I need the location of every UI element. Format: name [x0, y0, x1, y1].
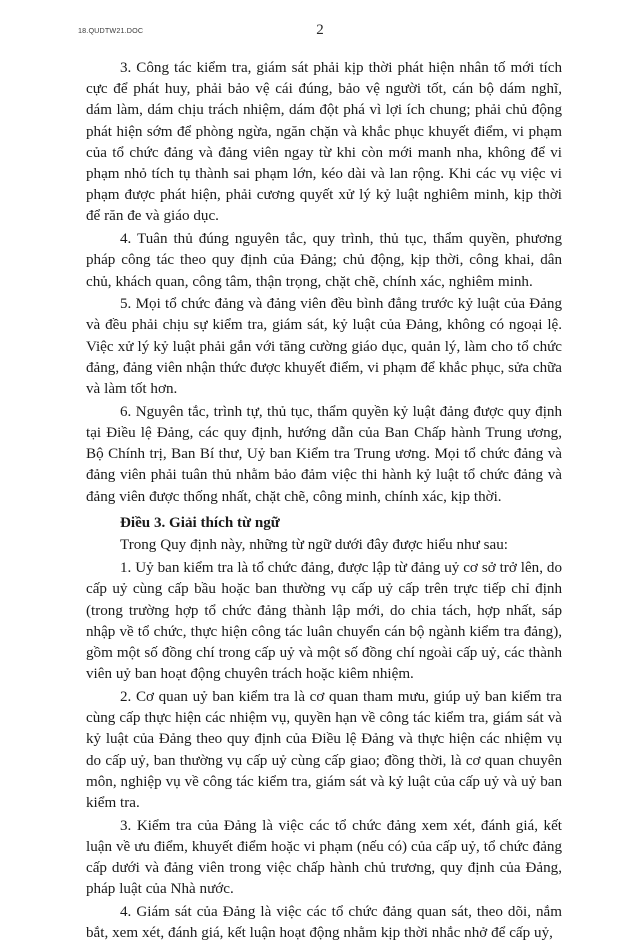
article-3-item-2: 2. Cơ quan uỷ ban kiểm tra là cơ quan tham mưu, giúp uỷ ban kiểm tra cùng cấp thực hiện các nhiệm vụ, quyền hạn về công tác kiểm tra, giám sát và kỷ luật của Đảng theo quy định của Điều lệ Đảng và thực hiện các nhiệm vụ do cấp uỷ, ban thường vụ cấp uỷ cùng cấp giao; đồng thời, là cơ quan chuyên môn, nghiệp vụ về công tác kiểm tra, giám sát và kỷ luật của cấp uỷ và uỷ ban kiểm tra. — [86, 688, 562, 811]
page-number: 2 — [316, 22, 324, 38]
paragraph-4: 4. Tuân thủ đúng nguyên tắc, quy trình, thủ tục, thẩm quyền, phương pháp công tác theo quy định của Đảng; chủ động, kịp thời, công khai, dân chủ, khách quan, công tâm, thận trọng, chặt chẽ, chính xác, nghiêm minh. — [86, 231, 562, 290]
paragraph-6: 6. Nguyên tắc, trình tự, thủ tục, thẩm quyền kỷ luật đảng được quy định tại Điều lệ Đảng, các quy định, hướng dẫn của Ban Chấp hành Trung ương, Bộ Chính trị, Ban Bí thư, Uỷ ban Kiểm tra Trung ương. Mọi tổ chức đảng và đảng viên phải tuân thủ nhằm bảo đảm việc thi hành kỷ luật tổ chức đảng và đảng viên được thống nhất, chặt chẽ, công minh, chính xác, kịp thời. — [86, 403, 562, 505]
paragraph-3: 3. Công tác kiểm tra, giám sát phải kịp thời phát hiện nhân tố mới tích cực để phát huy, phải bảo vệ cái đúng, bảo vệ người tốt, cán bộ dám nghĩ, dám làm, dám chịu trách nhiệm, dám đột phá vì lợi ích chung; phải chủ động phát hiện sớm để phòng ngừa, ngăn chặn và khắc phục khuyết điểm, vi phạm của tổ chức đảng và đảng viên ngay từ khi còn mới manh nha, không để vi phạm nhỏ tích tụ thành sai phạm lớn, kéo dài và lan rộng. Khi các vụ việc vi phạm được phát hiện, phải cương quyết xử lý kỷ luật nghiêm minh, kịp thời để răn đe và giáo dục. — [86, 60, 562, 225]
article-3-item-3: 3. Kiểm tra của Đảng là việc các tổ chức đảng xem xét, đánh giá, kết luận về ưu điểm, khuyết điểm hoặc vi phạm (nếu có) của cấp uỷ, tổ chức đảng cấp dưới và đảng viên trong việc chấp hành chủ trương, quy định của Đảng, pháp luật của Nhà nước. — [86, 817, 562, 898]
document-code-label: 18.QUDTW21.DOC — [78, 26, 144, 35]
page-header — [0, 22, 640, 48]
document-body — [86, 58, 562, 944]
paragraph-5: 5. Mọi tổ chức đảng và đảng viên đều bình đẳng trước kỷ luật của Đảng và đều phải chịu sự kiểm tra, giám sát, kỷ luật của Đảng, không có ngoại lệ. Việc xử lý kỷ luật phải gắn với tăng cường giáo dục, quản lý, làm cho tổ chức đảng, đảng viên nhận thức được khuyết điểm, vi phạm để khắc phục, sửa chữa và làm tốt hơn. — [86, 296, 562, 398]
article-3-item-1: 1. Uỷ ban kiểm tra là tổ chức đảng, được lập từ đảng uỷ cơ sở trở lên, do cấp uỷ cùng cấp bầu hoặc ban thường vụ cấp uỷ cấp trên trực tiếp chỉ định (trong trường hợp tổ chức đảng thành lập mới, do chia tách, hợp nhất, sáp nhập về tổ chức, thực hiện công tác luân chuyển cán bộ ngành kiểm tra đảng), gồm một số đồng chí trong cấp uỷ và một số đồng chí ngoài cấp uỷ, các thành viên uỷ ban hoạt động chuyên trách hoặc kiêm nhiệm. — [86, 560, 562, 683]
article-3-heading: Điều 3. Giải thích từ ngữ — [120, 514, 280, 531]
article-3-item-4: 4. Giám sát của Đảng là việc các tổ chức đảng quan sát, theo dõi, nắm bắt, xem xét, đánh giá, kết luận hoạt động nhằm kịp thời nhắc nhở để cấp uỷ, — [86, 903, 562, 942]
article-3-intro: Trong Quy định này, những từ ngữ dưới đây được hiểu như sau: — [120, 537, 508, 554]
